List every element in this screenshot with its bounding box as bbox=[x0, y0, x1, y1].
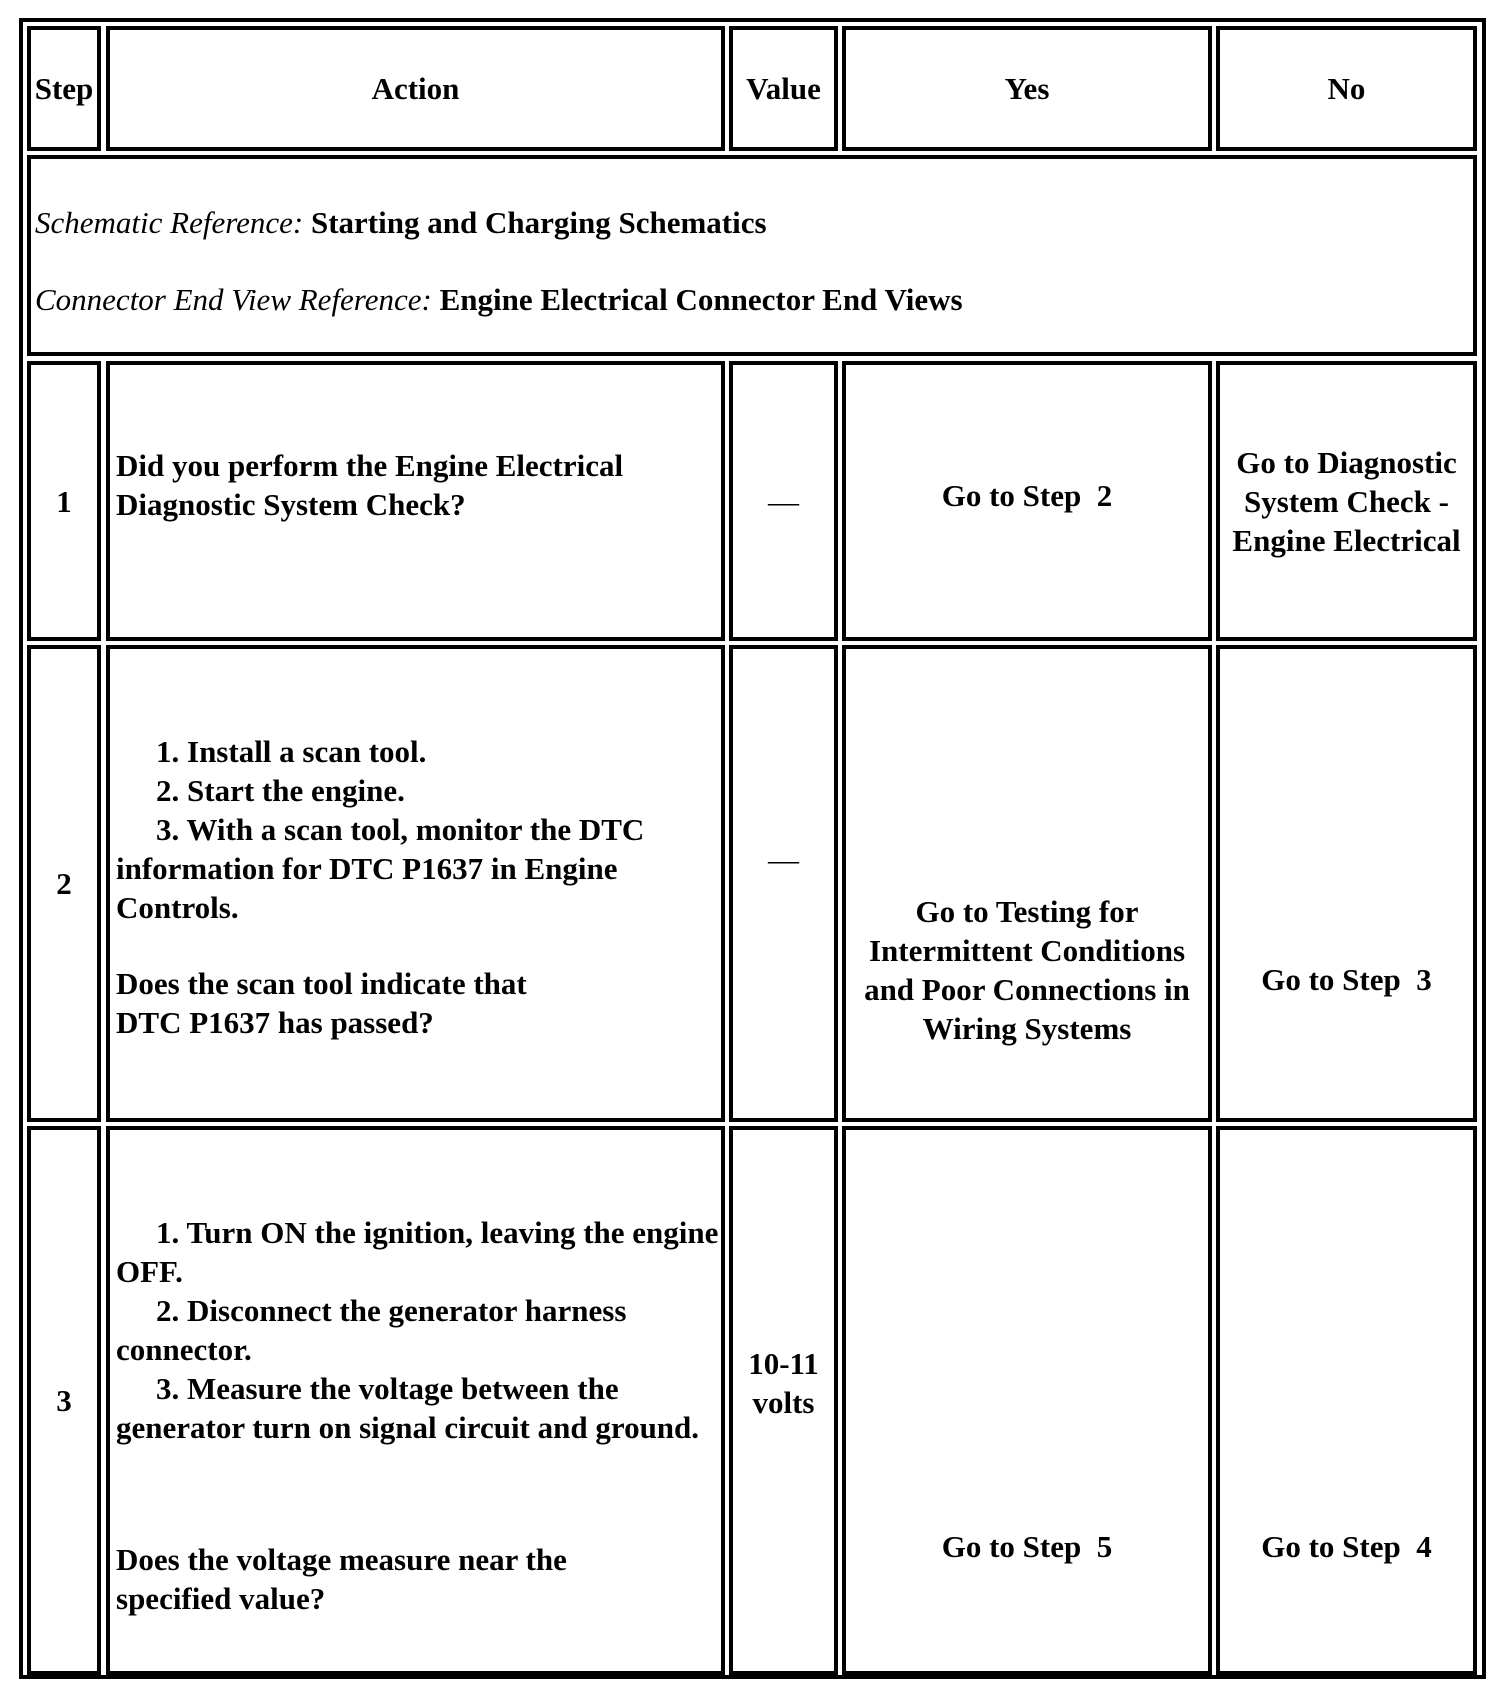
row1-yes bbox=[842, 361, 1212, 641]
header-no: No bbox=[1216, 26, 1477, 151]
row2-no bbox=[1216, 645, 1477, 1122]
connector-reference-link[interactable]: Engine Electrical Connector End Views bbox=[439, 282, 963, 317]
row2-instruction-1: 1. Install a scan tool. bbox=[156, 734, 427, 769]
row1-no bbox=[1216, 361, 1477, 641]
row3-no bbox=[1216, 1126, 1477, 1675]
row3-yes bbox=[842, 1126, 1212, 1675]
row2-instructions bbox=[116, 732, 720, 927]
row1-action bbox=[106, 361, 725, 641]
row3-value bbox=[729, 1126, 838, 1675]
row3-instructions bbox=[116, 1213, 720, 1447]
reference-cell bbox=[27, 155, 1477, 356]
header-step: Step bbox=[27, 26, 101, 151]
connector-reference-label: Connector End View Reference: bbox=[35, 282, 432, 317]
row3-yes-link[interactable]: Go to Step 5 bbox=[941, 1529, 1113, 1564]
row3-action bbox=[106, 1126, 725, 1675]
row1-no-link[interactable]: Go to Diagnostic System Check - Engine Electrical bbox=[1232, 444, 1461, 558]
row3-value-text: 10-11 volts bbox=[748, 1345, 819, 1420]
row2-yes bbox=[842, 645, 1212, 1122]
row2-question: Does the scan tool indicate that DTC P1637 has passed? bbox=[116, 966, 527, 1040]
row3-no-link[interactable]: Go to Step 4 bbox=[1261, 1529, 1432, 1564]
row2-instruction-3: 3. With a scan tool, monitor the DTC information for DTC P1637 in Engine Controls. bbox=[116, 812, 645, 925]
row1-yes-link[interactable]: Go to Step 2 bbox=[941, 477, 1113, 513]
row1-question: Did you perform the Engine Electrical Diagnostic System Check? bbox=[116, 448, 624, 522]
row2-no-link[interactable]: Go to Step 3 bbox=[1261, 962, 1432, 997]
row3-question: Does the voltage measure near the specified value? bbox=[116, 1542, 567, 1616]
row3-instruction-1: 1. Turn ON the ignition, leaving the engine OFF. bbox=[116, 1215, 719, 1289]
schematic-reference-label: Schematic Reference: bbox=[35, 205, 304, 240]
row3-step: 3 bbox=[27, 1126, 101, 1675]
row2-instruction-2: 2. Start the engine. bbox=[156, 773, 405, 808]
row2-yes-link[interactable]: Go to Testing for Intermittent Conditions and Poor Connections in Wiring Systems bbox=[864, 894, 1190, 1046]
connector-reference bbox=[35, 280, 963, 319]
row1-value: — bbox=[729, 361, 838, 641]
row2-value: — bbox=[729, 645, 838, 1122]
header-value: Value bbox=[729, 26, 838, 151]
row3-instruction-2: 2. Disconnect the generator harness connector. bbox=[116, 1293, 627, 1367]
row1-step: 1 bbox=[27, 361, 101, 641]
schematic-reference-link[interactable]: Starting and Charging Schematics bbox=[310, 205, 767, 240]
schematic-reference bbox=[35, 203, 767, 242]
row2-step: 2 bbox=[27, 645, 101, 1122]
row2-action bbox=[106, 645, 725, 1122]
row3-instruction-3: 3. Measure the voltage between the generator turn on signal circuit and ground. bbox=[116, 1371, 700, 1445]
header-action: Action bbox=[106, 26, 725, 151]
header-yes: Yes bbox=[842, 26, 1212, 151]
